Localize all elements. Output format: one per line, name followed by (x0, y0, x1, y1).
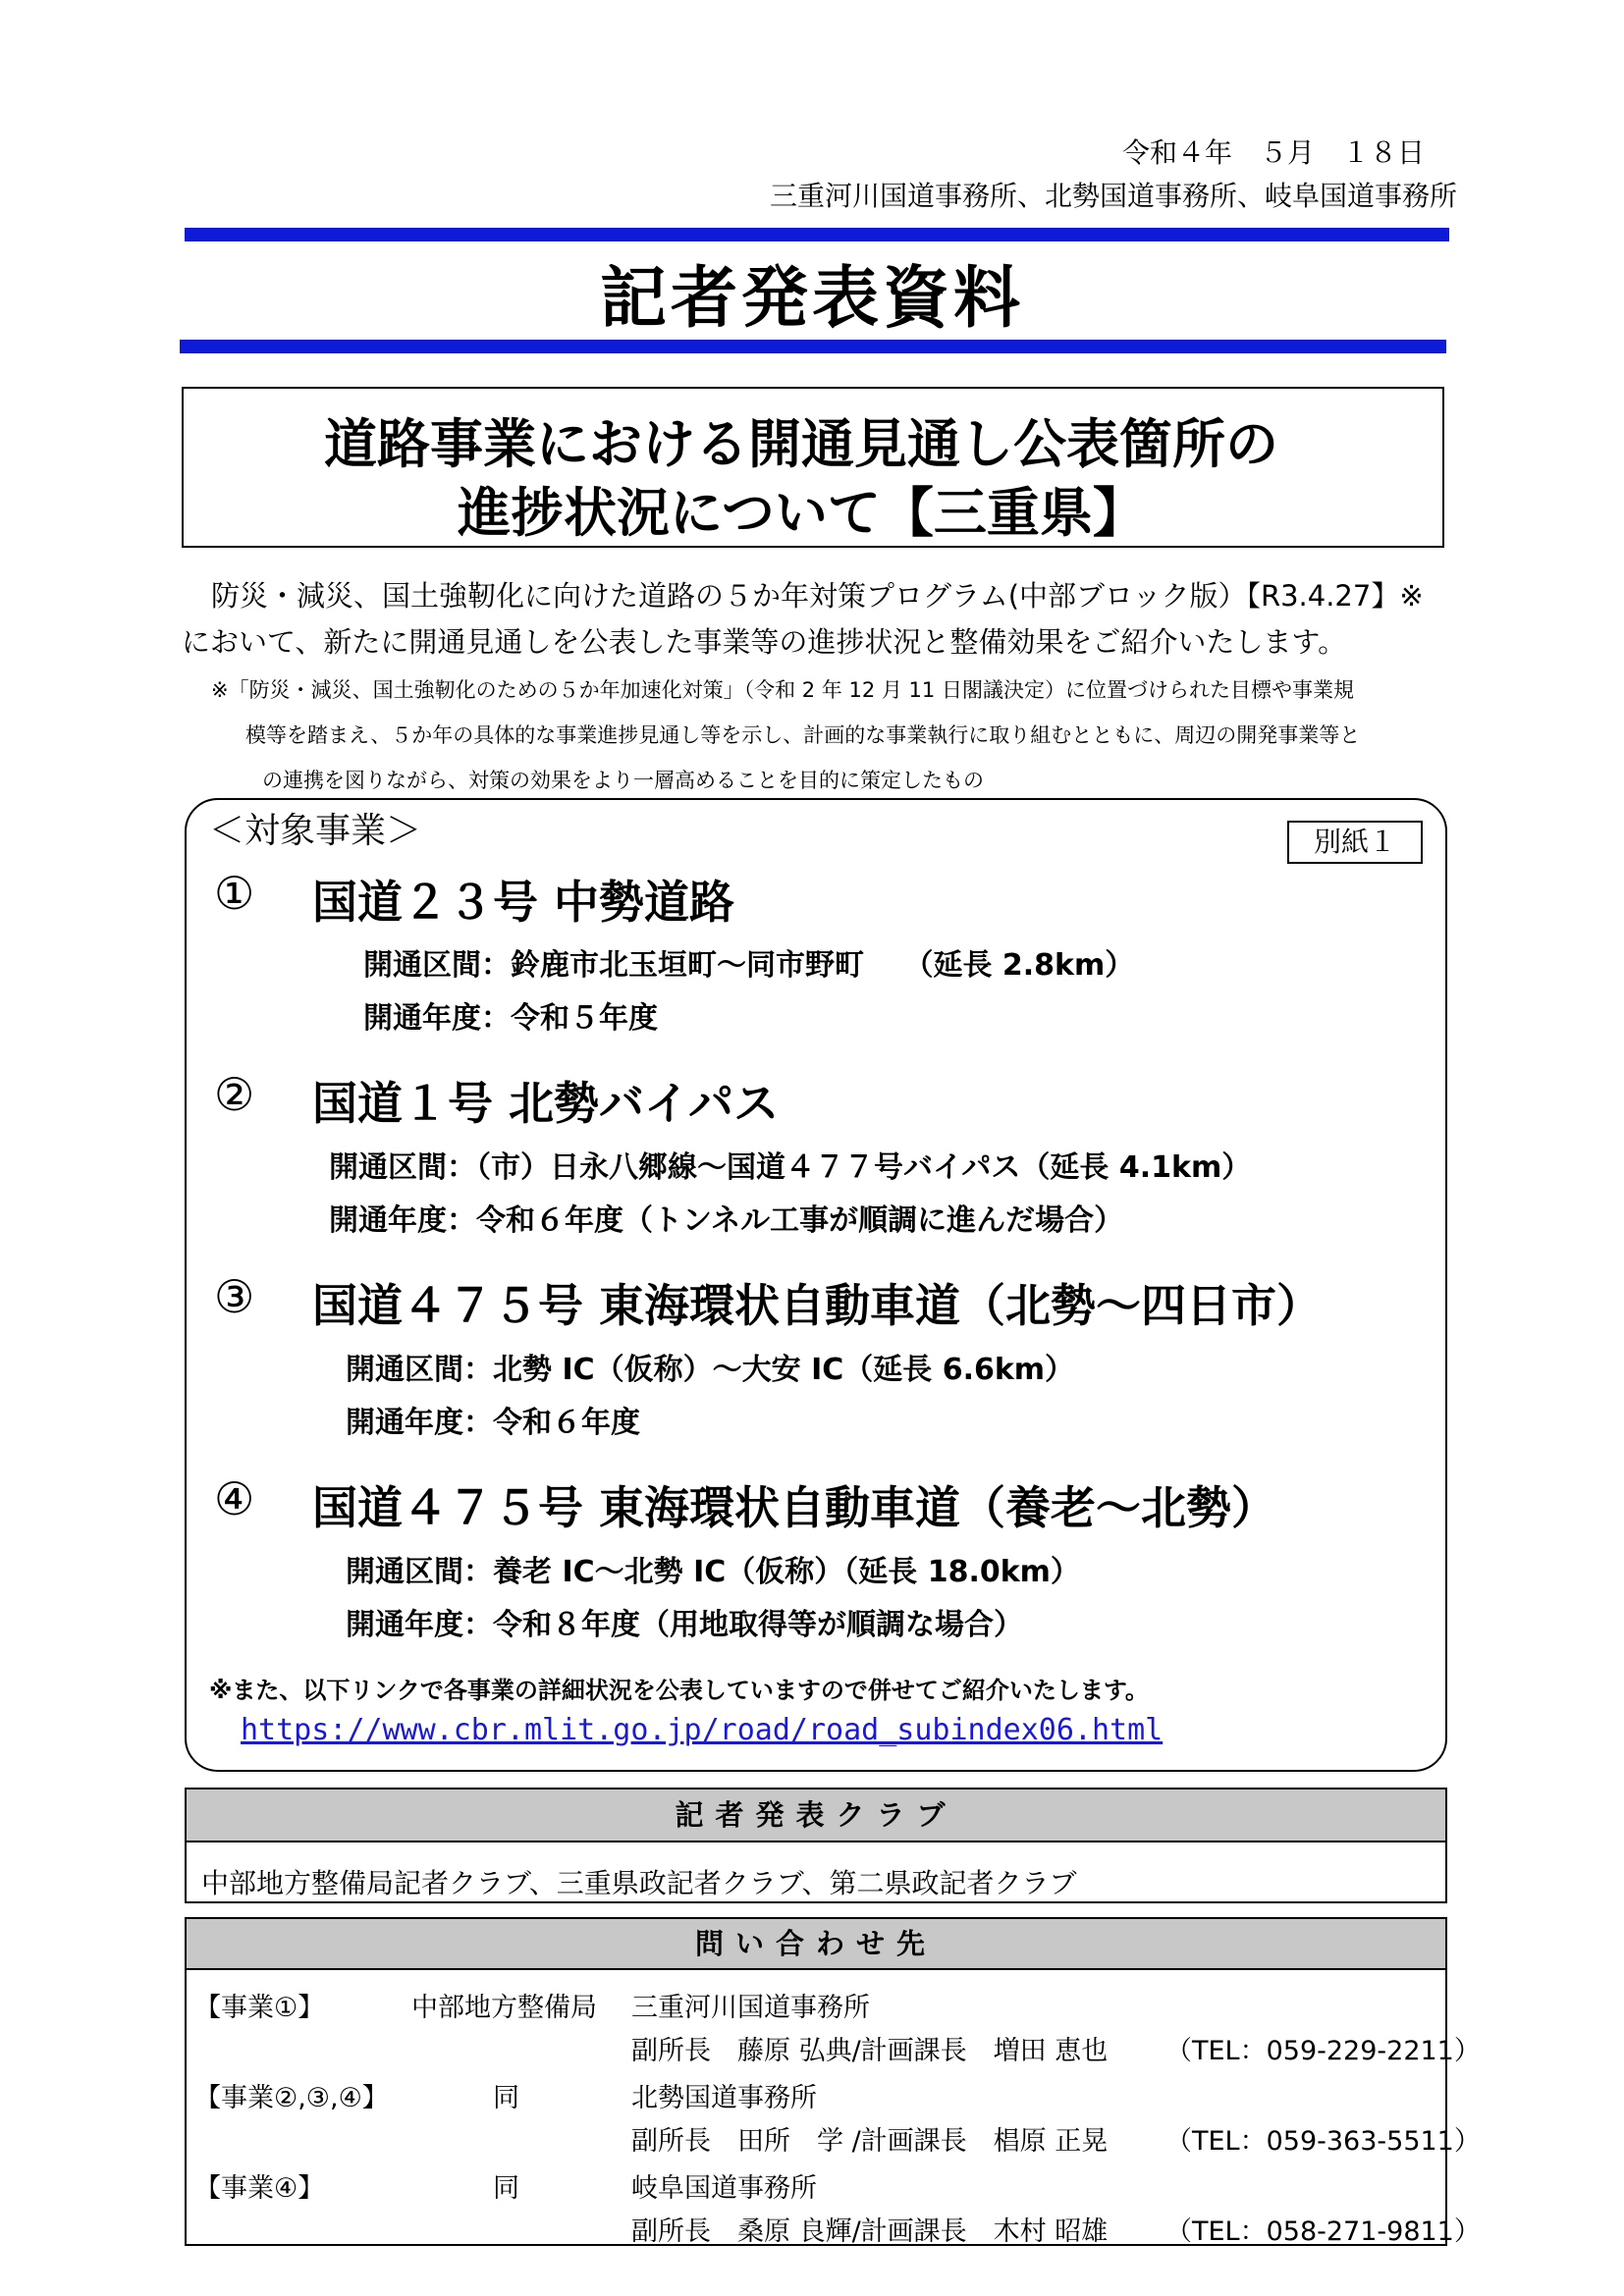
contact-2-tel: （TEL：059-363-5511） (1165, 2126, 1481, 2157)
project-1-section: 開通区間：鈴鹿市北玉垣町～同市野町 （延長 2.8km） (363, 948, 1135, 983)
project-3-year: 開通年度：令和６年度 (346, 1406, 640, 1440)
contact-box (185, 1917, 1481, 2247)
contact-3-tel: （TEL：058-271-9811） (1165, 2216, 1481, 2247)
contact-3-label: 【事業④】 (194, 2173, 325, 2204)
project-2-number: ② (214, 1068, 255, 1121)
project-3-section: 開通区間：北勢 IC（仮称）～大安 IC（延長 6.6km） (346, 1353, 1075, 1387)
contact-2-office: 北勢国道事務所 (631, 2083, 817, 2113)
project-1-year: 開通年度：令和５年度 (363, 1001, 658, 1036)
title-line-2: 進捗状況について【三重県】 (458, 482, 1146, 544)
details-link[interactable]: https://www.cbr.mlit.go.jp/road/road_subindex06.html (241, 1713, 1164, 1747)
project-4-number: ④ (214, 1472, 255, 1525)
project-2-year: 開通年度：令和６年度（トンネル工事が順調に進んだ場合） (329, 1203, 1124, 1238)
contact-3-org: 同 (493, 2173, 519, 2204)
press-club-box (185, 1788, 1447, 1903)
press-release-title: 記者発表資料 (599, 260, 1024, 338)
attachment-badge: 別紙１ (1287, 821, 1423, 864)
project-1-name: 国道２３号 中勢道路 (312, 876, 735, 929)
project-4-section: 開通区間：養老 IC～北勢 IC（仮称）（延長 18.0km） (346, 1555, 1080, 1589)
contact-1-org: 中部地方整備局 (411, 1993, 597, 2023)
note-line-2: 模等を踏まえ、５か年の具体的な事業進捗見通し等を示し、計画的な事業執行に取り組むとともに、周辺の開発事業等と (245, 723, 1361, 747)
note-line-1: ※「防災・減災、国土強靭化のための５か年加速化対策」（令和 2 年 12 月 11 日閣議決定）に位置づけられた目標や事業規 (211, 678, 1354, 702)
contact-1-people: 副所長 藤原 弘典/計画課長 増田 恵也 (631, 2036, 1109, 2066)
intro-line-1: 防災・減災、国土強靭化に向けた道路の５か年対策プログラム(中部ブロック版）【R3.4.27】※ (211, 579, 1424, 613)
project-4-year: 開通年度：令和８年度（用地取得等が順調な場合） (346, 1608, 1023, 1642)
contact-2-org: 同 (493, 2083, 519, 2113)
note-line-3: の連携を図りながら、対策の効果をより一層高めることを目的に策定したもの (262, 769, 984, 792)
contact-1-tel: （TEL：059-229-2211） (1165, 2036, 1481, 2066)
release-date: 令和４年 ５月 １８日 (1121, 136, 1425, 169)
title-line-1: 道路事業における開通見通し公表箇所の (324, 413, 1278, 475)
bottom-divider (180, 340, 1446, 353)
intro-line-2: において、新たに開通見通しを公表した事業等の進捗状況と整備効果をご紹介いたします。 (182, 625, 1347, 659)
project-3-number: ③ (214, 1270, 255, 1323)
projects-label: ＜対象事業＞ (209, 811, 422, 851)
contact-header: 問い合わせ先 (187, 1919, 1445, 1970)
contact-2-label: 【事業②,③,④】 (194, 2083, 389, 2113)
contact-3-office: 岐阜国道事務所 (631, 2173, 817, 2204)
project-4-name: 国道４７５号 東海環状自動車道（養老～北勢） (312, 1481, 1277, 1534)
contact-3-people: 副所長 桑原 良輝/計画課長 木村 昭雄 (631, 2216, 1109, 2247)
contact-1-label: 【事業①】 (194, 1993, 325, 2023)
project-1-number: ① (214, 867, 255, 920)
project-2-section: 開通区間：（市）日永八郷線～国道４７７号バイパス（延長 4.1km） (329, 1150, 1252, 1185)
link-note: ※また、以下リンクで各事業の詳細状況を公表していますので併せてご紹介いたします。 (209, 1677, 1149, 1704)
contact-1-office: 三重河川国道事務所 (631, 1993, 870, 2023)
issuing-offices: 三重河川国道事務所、北勢国道事務所、岐阜国道事務所 (769, 180, 1457, 212)
contact-2-people: 副所長 田所 学 /計画課長 椙原 正晃 (631, 2126, 1109, 2157)
press-club-list: 中部地方整備局記者クラブ、三重県政記者クラブ、第二県政記者クラブ (201, 1867, 1077, 1899)
press-club-header: 記者発表クラブ (187, 1789, 1445, 1842)
top-divider (185, 228, 1449, 241)
project-3-name: 国道４７５号 東海環状自動車道（北勢～四日市） (312, 1279, 1323, 1332)
project-2-name: 国道１号 北勢バイパス (312, 1077, 780, 1130)
